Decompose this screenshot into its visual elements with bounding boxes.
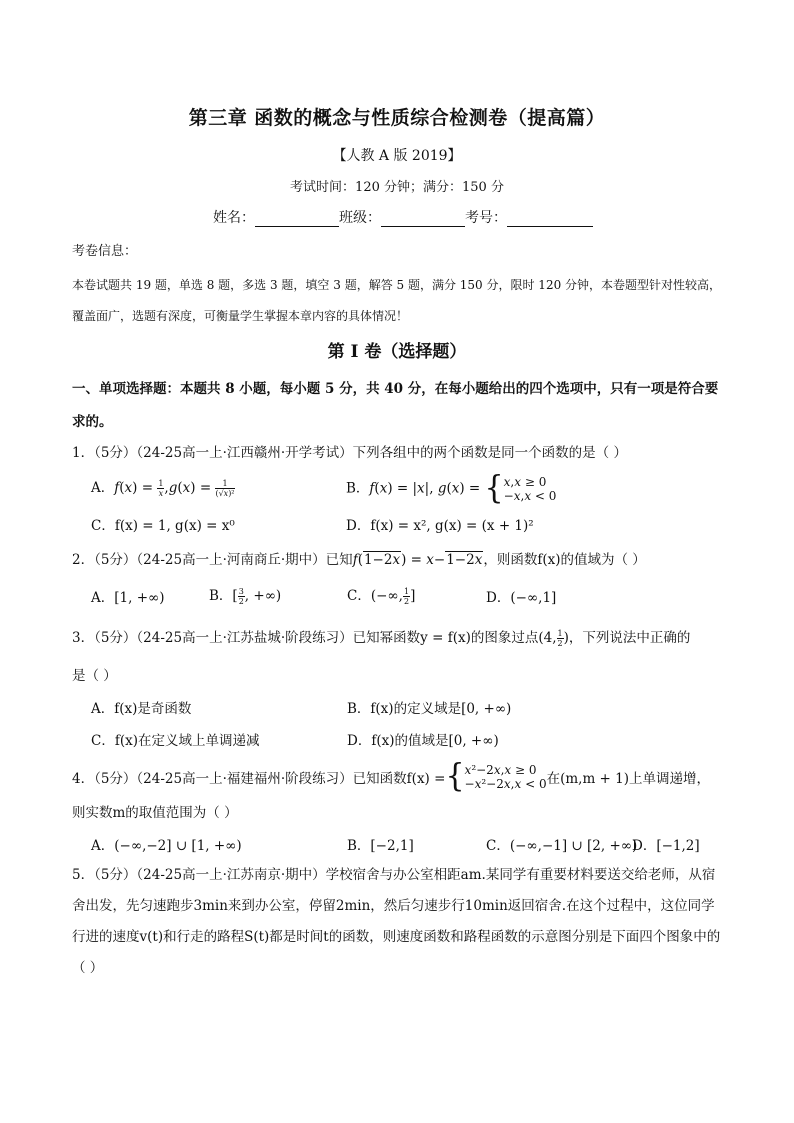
stem-text: 在(m,m + 1)上单调递增， (546, 771, 711, 787)
stem-text: 3．（5分）（24-25高一上·江苏盐城·阶段练习）已知幂函数y = f(x)的图象过点 (72, 630, 539, 646)
q1-option-d[interactable] (346, 514, 534, 534)
time-info: 考试时间：120 分钟；满分：150 分 (290, 180, 504, 195)
q3-option-a[interactable]: A．f(x)是奇函数 (91, 701, 192, 717)
stem-text: 2．（5分）（24-25高一上·河南商丘·期中）已知 (72, 552, 353, 568)
q1-option-c[interactable] (91, 514, 235, 534)
id-field[interactable] (507, 210, 593, 227)
q1-stem: 1．（5分）（24-25高一上·江西赣州·开学考试）下列各组中的两个函数是同一个函数的是（ ） (72, 445, 627, 461)
stem-text: ，下列说法中正确的 (568, 630, 691, 646)
id-label: 考号： (465, 210, 507, 226)
q4-stem-line2: 则实数m的取值范围为（ ） (72, 805, 238, 821)
q1-option-b[interactable]: B．f(x) = |x|, g(x) = { x,x ≥ 0 −x,x < 0 (346, 470, 557, 507)
class-field[interactable] (381, 210, 465, 227)
q3-option-c[interactable]: C．f(x)在定义域上单调递减 (91, 733, 260, 749)
q3-stem: 3．（5分）（24-25高一上·江苏盐城·阶段练习）已知幂函数y = f(x)的图象过点(4, $\frac{1}{2}$ )，下列说法中正确的 (72, 629, 691, 648)
option-label: D． (346, 518, 371, 534)
edition-label: 【人教 A 版 2019】 (332, 148, 462, 164)
volume-title: 第 I 卷（选择题） (327, 342, 467, 362)
student-info-row (213, 207, 593, 227)
q2-option-c[interactable]: C．(−∞, $\frac{1}{2}$ ] (347, 587, 416, 606)
q4-option-a[interactable]: A．(−∞,−2] ∪ [1, +∞) (91, 838, 242, 854)
q3-option-d[interactable]: D．f(x)的值域是[0, +∞) (347, 733, 499, 749)
option-label: C． (347, 588, 371, 604)
option-label: B． (346, 480, 370, 497)
name-label: 姓名： (213, 210, 255, 226)
q5-text: 5．（5分）（24-25高一上·江苏南京·期中）学校宿舍与办公室相距am.某同学有重要材料要送交给老师，从宿舍出发，先匀速跑步3min来到办公室，停留2min，然后匀速步行10min返回宿舍.在这个过程中，这位同学行进的速度v(t)和行走的路程S(t)都是时间t的函数，则速度函数和路程函数的示意图分别是下面四个图象中的（ ） (72, 867, 721, 976)
q4-stem: 4．（5分）（24-25高一上·福建福州·阶段练习）已知函数f(x) = { x²−2x,x ≥ 0 −x²−2x,x < 0 在(m,m + 1)上单调递增， (72, 758, 711, 795)
stem-text: 4．（5分）（24-25高一上·福建福州·阶段练习）已知函数f(x) = (72, 771, 446, 787)
q2-stem: 2．（5分）（24-25高一上·河南商丘·期中）已知f(1−2x) = x−1−2x，则函数f(x)的值域为（ ） (72, 552, 646, 568)
q3-stem-line2: 是（ ） (72, 668, 117, 684)
option-label: B． (209, 588, 233, 604)
page-title: 第三章 函数的概念与性质综合检测卷（提高篇） (188, 107, 606, 129)
q2-option-b[interactable]: B．[ $\frac{3}{2}$ , +∞) (209, 587, 282, 606)
option-text: f(x) = 1, g(x) = x⁰ (114, 518, 235, 534)
name-field[interactable] (255, 210, 339, 227)
q4-option-d[interactable]: D．[−1,2] (632, 838, 700, 854)
stem-text: ，则函数f(x)的值域为（ ） (483, 552, 646, 568)
q2-option-a[interactable]: A．[1, +∞) (91, 590, 165, 606)
section-heading: 一、单项选择题：本题共 8 小题，每小题 5 分，共 40 分，在每小题给出的四个选项中，只有一项是符合要求的。 (72, 381, 719, 430)
info-text: 本卷试题共 19 题，单选 8 题，多选 3 题，填空 3 题，解答 5 题，满分 150 分，限时 120 分钟，本卷题型针对性较高，覆盖面广，选题有深度，可衡量学生掌握本章内容的具体情况！ (72, 278, 722, 323)
q2-option-d[interactable]: D．(−∞,1] (486, 590, 557, 606)
option-label: C． (91, 518, 115, 534)
q4-option-c[interactable]: C．(−∞,−1] ∪ [2, +∞) (486, 838, 638, 854)
q3-option-b[interactable]: B．f(x)的定义域是[0, +∞) (347, 701, 512, 717)
q4-option-b[interactable]: B．[−2,1] (347, 838, 414, 854)
info-heading: 考卷信息： (72, 244, 138, 259)
class-label: 班级： (339, 210, 381, 226)
q1-option-a[interactable]: A．f(x) = $\frac{1}{x}$ ,g(x) = $\frac{1}{\text{(√x)²}}$ (91, 479, 235, 498)
option-label: A． (91, 480, 115, 496)
option-text: f(x) = x², g(x) = (x + 1)² (370, 518, 534, 534)
